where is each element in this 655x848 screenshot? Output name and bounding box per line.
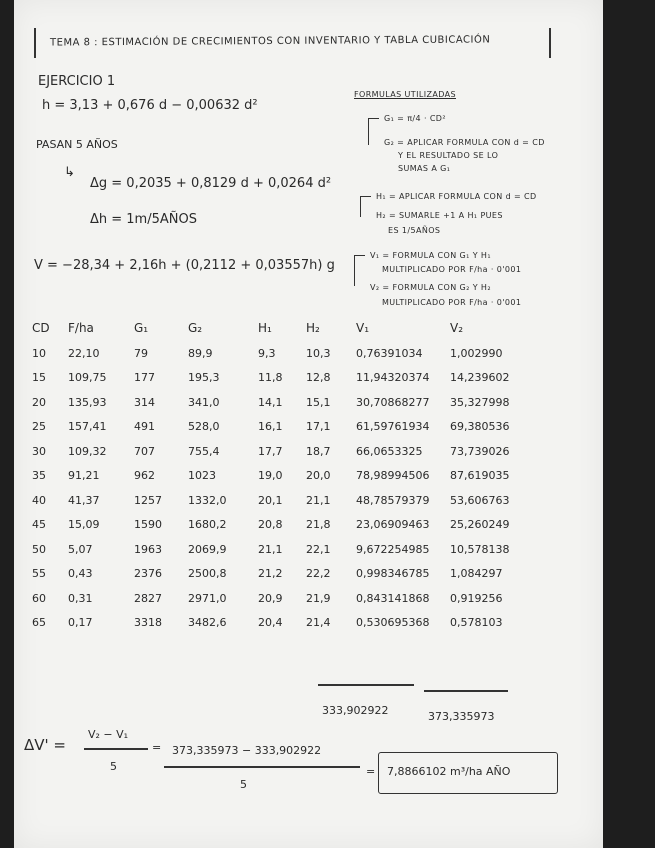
cell-cd: 35 <box>32 469 46 483</box>
table-row <box>28 439 534 464</box>
frac1-line <box>84 748 148 750</box>
cell-v1: 0,76391034 <box>356 346 423 360</box>
cell-g2: 2500,8 <box>188 567 227 581</box>
arrow-glyph: ↳ <box>64 165 75 180</box>
header-cd: CD <box>32 321 50 335</box>
cell-v1: 9,672254985 <box>356 542 430 556</box>
cell-cd: 10 <box>32 346 46 360</box>
cell-g2: 1023 <box>188 469 216 483</box>
cell-v2: 0,919256 <box>450 591 503 605</box>
cell-cd: 30 <box>32 444 46 458</box>
cell-g2: 755,4 <box>188 444 220 458</box>
cell-g2: 341,0 <box>188 395 220 409</box>
notebook-page <box>14 0 603 848</box>
cell-fha: 135,93 <box>68 395 107 409</box>
sum-v2: 373,335973 <box>428 710 495 723</box>
cell-v1: 48,78579379 <box>356 493 430 507</box>
dg-formula: Δg = 0,2035 + 0,8129 d + 0,0264 d² <box>90 176 332 191</box>
cell-fha: 22,10 <box>68 346 100 360</box>
cell-g2: 2069,9 <box>188 542 227 556</box>
table-row <box>28 464 534 489</box>
cell-g1: 707 <box>134 444 155 458</box>
cell-fha: 15,09 <box>68 518 100 532</box>
cell-fha: 91,21 <box>68 469 100 483</box>
h-formula: h = 3,13 + 0,676 d − 0,00632 d² <box>42 98 258 113</box>
cell-h1: 21,2 <box>258 567 283 581</box>
frac2-numerator: 373,335973 − 333,902922 <box>172 744 322 757</box>
table-row <box>28 611 534 636</box>
header-fha: F/ha <box>68 321 94 335</box>
result-box <box>378 752 558 794</box>
table-row <box>28 586 534 611</box>
g2-line1: G₂ = APLICAR FORMULA CON d = CD <box>384 138 545 147</box>
sum-line-v2 <box>424 690 508 692</box>
table-row <box>28 537 534 562</box>
cell-cd: 60 <box>32 591 46 605</box>
cell-fha: 157,41 <box>68 420 107 434</box>
frac1-denominator: 5 <box>110 760 117 773</box>
table-header-row <box>28 315 534 341</box>
cell-fha: 0,31 <box>68 591 93 605</box>
cell-h2: 21,4 <box>306 616 331 630</box>
result-value: 7,8866102 m³/ha AÑO <box>387 765 511 778</box>
cell-g1: 491 <box>134 420 155 434</box>
exercise-title: EJERCICIO 1 <box>38 74 116 89</box>
cell-cd: 15 <box>32 371 46 385</box>
cell-g2: 1332,0 <box>188 493 227 507</box>
cell-v2: 35,327998 <box>450 395 510 409</box>
v1-line2: MULTIPLICADO POR F/ha · 0'001 <box>382 265 522 274</box>
cell-cd: 45 <box>32 518 46 532</box>
cell-fha: 41,37 <box>68 493 100 507</box>
cell-v2: 1,084297 <box>450 567 503 581</box>
cell-cd: 40 <box>32 493 46 507</box>
cell-g2: 528,0 <box>188 420 220 434</box>
data-table <box>28 315 534 635</box>
cell-g1: 3318 <box>134 616 162 630</box>
cell-v2: 25,260249 <box>450 518 510 532</box>
cell-h2: 15,1 <box>306 395 331 409</box>
cell-h2: 22,2 <box>306 567 331 581</box>
cell-h2: 20,0 <box>306 469 331 483</box>
v1-line1: V₁ = FORMULA CON G₁ Y H₁ <box>370 251 491 260</box>
frac1-numerator: V₂ − V₁ <box>88 728 129 741</box>
header-g1: G₁ <box>134 321 149 335</box>
table-row <box>28 415 534 440</box>
cell-fha: 0,17 <box>68 616 93 630</box>
cell-h1: 19,0 <box>258 469 283 483</box>
frac2-line <box>164 766 360 768</box>
cell-h1: 20,4 <box>258 616 283 630</box>
cell-h1: 20,9 <box>258 591 283 605</box>
cell-h1: 11,8 <box>258 371 283 385</box>
cell-v2: 0,578103 <box>450 616 503 630</box>
formulas-heading: FORMULAS UTILIZADAS <box>354 90 456 99</box>
bracket-g <box>368 118 379 145</box>
cell-cd: 50 <box>32 542 46 556</box>
h2-line1: H₂ = SUMARLE +1 A H₁ PUES <box>376 211 503 220</box>
cell-g1: 1963 <box>134 542 162 556</box>
cell-v2: 1,002990 <box>450 346 503 360</box>
cell-v1: 78,98994506 <box>356 469 430 483</box>
cell-cd: 20 <box>32 395 46 409</box>
g2-line2: Y EL RESULTADO SE LO <box>398 151 499 160</box>
cell-h2: 12,8 <box>306 371 331 385</box>
header-v2: V₂ <box>450 321 464 335</box>
cell-cd: 55 <box>32 567 46 581</box>
cell-g2: 3482,6 <box>188 616 227 630</box>
header-h1: H₁ <box>258 321 272 335</box>
cell-h2: 17,1 <box>306 420 331 434</box>
equals-1: = <box>152 741 162 754</box>
g1-formula: G₁ = π/4 · CD² <box>384 114 446 123</box>
cell-g1: 314 <box>134 395 155 409</box>
cell-v2: 53,606763 <box>450 493 510 507</box>
cell-g2: 2971,0 <box>188 591 227 605</box>
h1-formula: H₁ = APLICAR FORMULA CON d = CD <box>376 192 537 201</box>
frac2-denominator: 5 <box>240 778 247 791</box>
table-row <box>28 390 534 415</box>
table-row <box>28 513 534 538</box>
cell-g1: 1257 <box>134 493 162 507</box>
cell-h1: 17,7 <box>258 444 283 458</box>
header-h2: H₂ <box>306 321 320 335</box>
title-box <box>34 28 551 58</box>
sum-v1: 333,902922 <box>322 704 389 717</box>
cell-v1: 30,70868277 <box>356 395 430 409</box>
cell-g1: 962 <box>134 469 155 483</box>
cell-v1: 11,94320374 <box>356 371 430 385</box>
pasan-label: PASAN 5 AÑOS <box>36 138 118 151</box>
cell-h2: 18,7 <box>306 444 331 458</box>
cell-v1: 23,06909463 <box>356 518 430 532</box>
bracket-h <box>360 196 371 217</box>
v2-line1: V₂ = FORMULA CON G₂ Y H₂ <box>370 283 491 292</box>
cell-h2: 22,1 <box>306 542 331 556</box>
cell-fha: 109,32 <box>68 444 107 458</box>
header-g2: G₂ <box>188 321 203 335</box>
v2-line2: MULTIPLICADO POR F/ha · 0'001 <box>382 298 522 307</box>
cell-g1: 2827 <box>134 591 162 605</box>
cell-g2: 195,3 <box>188 371 220 385</box>
h2-line2: ES 1/5AÑOS <box>388 226 441 235</box>
table-row <box>28 488 534 513</box>
sum-line-v1 <box>318 684 414 686</box>
cell-h1: 20,8 <box>258 518 283 532</box>
header-v1: V₁ <box>356 321 370 335</box>
table-row <box>28 562 534 587</box>
page-title: TEMA 8 : ESTIMACIÓN DE CRECIMIENTOS CON INVENTARIO Y TABLA CUBICACIÓN <box>49 34 491 49</box>
cell-cd: 65 <box>32 616 46 630</box>
v-formula: V = −28,34 + 2,16h + (0,2112 + 0,03557h) g <box>34 258 335 273</box>
cell-v1: 0,843141868 <box>356 591 430 605</box>
cell-h2: 10,3 <box>306 346 331 360</box>
cell-h2: 21,1 <box>306 493 331 507</box>
cell-h2: 21,8 <box>306 518 331 532</box>
delta-v-label: ΔV' = <box>24 736 66 754</box>
cell-v1: 61,59761934 <box>356 420 430 434</box>
cell-v2: 10,578138 <box>450 542 510 556</box>
cell-fha: 109,75 <box>68 371 107 385</box>
bracket-v <box>354 255 365 286</box>
cell-g1: 79 <box>134 346 148 360</box>
equals-2: = <box>366 765 376 778</box>
cell-g1: 2376 <box>134 567 162 581</box>
cell-h2: 21,9 <box>306 591 331 605</box>
cell-g2: 1680,2 <box>188 518 227 532</box>
table-row <box>28 341 534 366</box>
cell-g1: 177 <box>134 371 155 385</box>
cell-h1: 21,1 <box>258 542 283 556</box>
table-row <box>28 366 534 391</box>
cell-v1: 0,998346785 <box>356 567 430 581</box>
cell-g2: 89,9 <box>188 346 213 360</box>
cell-h1: 20,1 <box>258 493 283 507</box>
g2-line3: SUMAS A G₁ <box>398 164 451 173</box>
cell-h1: 9,3 <box>258 346 276 360</box>
dh-formula: Δh = 1m/5AÑOS <box>90 212 197 227</box>
cell-v2: 69,380536 <box>450 420 510 434</box>
cell-v1: 0,530695368 <box>356 616 430 630</box>
cell-cd: 25 <box>32 420 46 434</box>
cell-v2: 73,739026 <box>450 444 510 458</box>
cell-v2: 87,619035 <box>450 469 510 483</box>
cell-fha: 5,07 <box>68 542 93 556</box>
cell-v2: 14,239602 <box>450 371 510 385</box>
cell-fha: 0,43 <box>68 567 93 581</box>
cell-h1: 16,1 <box>258 420 283 434</box>
cell-h1: 14,1 <box>258 395 283 409</box>
cell-v1: 66,0653325 <box>356 444 423 458</box>
cell-g1: 1590 <box>134 518 162 532</box>
